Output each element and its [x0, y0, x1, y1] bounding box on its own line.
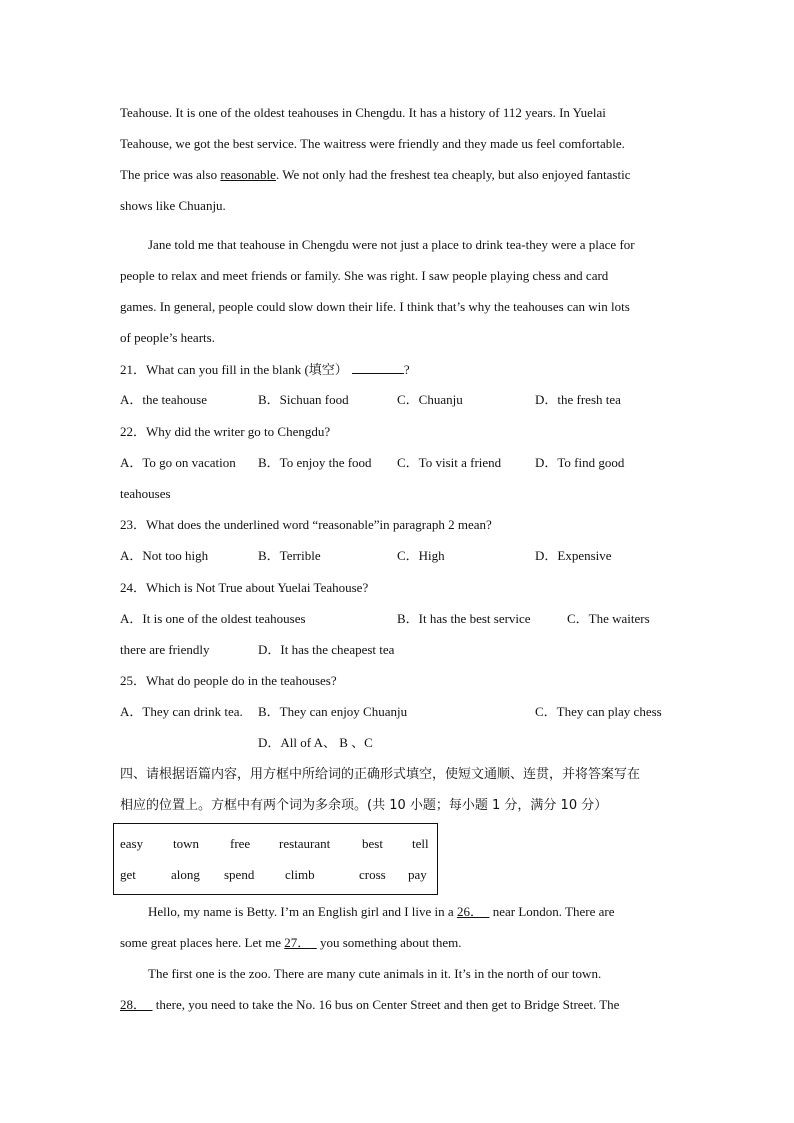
question-25-stem: 25．What do people do in the teahouses?	[120, 673, 337, 688]
blank-28[interactable]: 28．	[120, 997, 147, 1012]
word-option: climb	[285, 867, 315, 882]
question-text: ?	[403, 362, 410, 377]
cloze-text: you something about them.	[316, 935, 462, 950]
option-d[interactable]: D．the fresh tea	[535, 392, 621, 407]
passage-line: of people’s hearts.	[120, 330, 215, 345]
option-a[interactable]: A．It is one of the oldest teahouses	[120, 611, 306, 626]
passage-line: Jane told me that teahouse in Chengdu were not just a place to drink tea-they were a place for	[148, 237, 635, 252]
word-option: free	[230, 836, 251, 851]
option-b[interactable]: B．To enjoy the food	[258, 455, 372, 470]
cloze-text: near London. There are	[489, 904, 615, 919]
cloze-line	[120, 997, 619, 1013]
question-23-stem: 23．What does the underlined word “reasonable”in paragraph 2 mean?	[120, 517, 492, 532]
option-b[interactable]: B．Terrible	[258, 548, 321, 563]
blank-27[interactable]: 27．	[284, 935, 311, 950]
passage-line: shows like Chuanju.	[120, 198, 226, 213]
word-box	[113, 823, 438, 895]
passage-text: . We not only had the freshest tea cheaply, but also enjoyed fantastic	[275, 167, 631, 182]
option-a[interactable]: A．To go on vacation	[120, 455, 236, 470]
option-c[interactable]: C．They can play chess	[535, 704, 662, 719]
blank-26[interactable]: 26．	[456, 904, 483, 919]
passage-line: games. In general, people could slow down their life. I think that’s why the teahouses can win lots	[120, 299, 630, 314]
option-b[interactable]: B．It has the best service	[397, 611, 531, 626]
option-b[interactable]: B．They can enjoy Chuanju	[258, 704, 408, 719]
option-c[interactable]: C．High	[397, 548, 445, 563]
option-d[interactable]: D．All of A、 B 、C	[258, 735, 373, 750]
option-d[interactable]: D．It has the cheapest tea	[258, 642, 395, 657]
word-option: tell	[412, 836, 429, 851]
word-option: get	[120, 867, 136, 882]
word-option: pay	[408, 867, 427, 882]
section-heading: 四、请根据语篇内容，用方框中所给词的正确形式填空，使短文通顺、连贯，并将答案写在	[120, 767, 641, 782]
option-d-continued: teahouses	[120, 486, 171, 501]
word-option: along	[171, 867, 200, 882]
cloze-line	[148, 904, 614, 920]
word-option: spend	[224, 867, 255, 882]
option-c-continued: there are friendly	[120, 642, 210, 657]
cloze-text: some great places here. Let me	[120, 935, 285, 950]
option-d[interactable]: D．Expensive	[535, 548, 612, 563]
word-option: cross	[359, 867, 386, 882]
cloze-text: Hello, my name is Betty. I’m an English girl and I live in a	[148, 904, 457, 919]
passage-line: people to relax and meet friends or family. She was right. I saw people playing chess and card	[120, 268, 609, 283]
section-heading: 相应的位置上。方框中有两个词为多余项。(共 10 小题；每小题 1 分，满分 10 分）	[120, 798, 608, 813]
option-c[interactable]: C．To visit a friend	[397, 455, 502, 470]
option-a[interactable]: A．Not too high	[120, 548, 209, 563]
option-c[interactable]: C．The waiters	[567, 611, 650, 626]
option-d[interactable]: D．To find good	[535, 455, 625, 470]
question-21-stem	[120, 361, 410, 378]
word-option: best	[362, 836, 383, 851]
question-text: 21．What can you fill in the blank (填空）	[120, 362, 348, 377]
question-24-stem: 24．Which is Not True about Yuelai Teahouse?	[120, 580, 369, 595]
option-b[interactable]: B．Sichuan food	[258, 392, 349, 407]
passage-line	[120, 167, 631, 183]
cloze-text: there, you need to take the No. 16 bus on Center Street and then get to Bridge Street. The	[152, 997, 620, 1012]
option-a[interactable]: A．the teahouse	[120, 392, 208, 407]
cloze-line	[120, 935, 462, 951]
word-option: town	[173, 836, 199, 851]
option-c[interactable]: C．Chuanju	[397, 392, 463, 407]
cloze-line: The first one is the zoo. There are many cute animals in it. It’s in the north of our town.	[148, 966, 602, 981]
answer-blank[interactable]	[352, 361, 404, 374]
underlined-word: reasonable	[220, 167, 276, 182]
question-22-stem: 22．Why did the writer go to Chengdu?	[120, 424, 331, 439]
passage-line: Teahouse, we got the best service. The waitress were friendly and they made us feel comfortable.	[120, 136, 625, 151]
passage-text: The price was also	[120, 167, 221, 182]
word-option: restaurant	[279, 836, 331, 851]
option-a[interactable]: A．They can drink tea.	[120, 704, 243, 719]
word-option: easy	[120, 836, 144, 851]
passage-line: Teahouse. It is one of the oldest teahouses in Chengdu. It has a history of 112 years. In Yuelai	[120, 105, 606, 120]
